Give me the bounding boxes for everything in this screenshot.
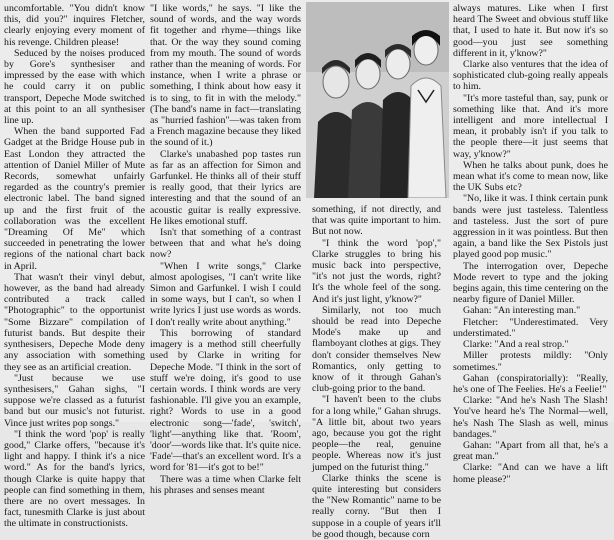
band-photo-illustration bbox=[306, 2, 449, 198]
band-photo bbox=[306, 2, 449, 198]
paragraph: Clarke: "And he's Nash The Slash! You've heard he's The Normal—well, he's Nash The Slash as well, minus bandages." bbox=[453, 395, 608, 440]
paragraph: Seduced by the noises produced by Gore's synthesiser and impressed by the ease with which he could carry it on public transport, Depeche Mode switched at this point to an all synthesiser line up. bbox=[4, 47, 145, 127]
paragraph: Miller protests mildly: "Only sometimes." bbox=[453, 350, 608, 373]
paragraph: Clarke: "And can we have a lift home please?" bbox=[453, 462, 608, 485]
paragraph: "Just because we use synthesisers," Gahan sighs, "I suppose we're classed as a futurist band but our music's not futurist. Vince just writes pop songs." bbox=[4, 372, 145, 429]
paragraph: "I like words," he says. "I like the sound of words, and the way words fit together and rhyme—things like that. Or the way they sound coming from my mouth. The sound of words rather than the meaning of words. For instance, when I write a phrase or something, I think about how easy it is to sing, to fit in with the melody." (The band's name in fact—translating as "hurried fashion"—was taken from a French magazine because they liked the sound of it.) bbox=[150, 3, 301, 149]
paragraph: "I haven't been to the clubs for a long while," Gahan shrugs. "A little bit, about two years ago, because you got the right people—the real, genuine people. Whereas now it's just jumped on the futurist thing." bbox=[312, 394, 441, 473]
paragraph: uncomfortable. "You didn't know this, did you?" inquires Fletcher, clearly enjoying every moment of his revenge. Children please! bbox=[4, 3, 145, 48]
paragraph: That wasn't their vinyl debut, however, as the band had already contributed a track called "Photographic" to the opportunist "Some Bizzare" compilation of futurist bands. But despite their synthesisers, Depeche Mode deny any association with something they see as an artificial creation. bbox=[4, 271, 145, 373]
paragraph: Isn't that something of a contrast between that and what he's doing now? bbox=[150, 227, 301, 261]
paragraph: Fletcher: "Underestimated. Very understimated." bbox=[453, 316, 608, 339]
paragraph: "I think the word 'pop'," Clarke struggles to bring his music back into perspective, "it's not just the words, right? It's the whole feel of the song. And it's just light, y'know?" bbox=[312, 237, 441, 305]
paragraph: Clarke: "And a real strop." bbox=[463, 339, 569, 351]
paragraph: Similarly, not too much should be read into Depeche Mode's make up and flamboyant clothes at gigs. They don't consider themselves New Romantics, only getting to know of it through Gahan's club-going prior to the band. bbox=[312, 304, 441, 395]
paragraph: Gahan: "Apart from all that, he's a great man." bbox=[453, 439, 608, 463]
paragraph: Clarke thinks the scene is quite interesting but considers the "New Romantic" name to be really corny. "But then I suppose in a couple of years it'll be good though, because corn bbox=[312, 472, 441, 540]
paragraph: Clarke's unabashed pop tastes run as far as an affection for Simon and Garfunkel. He thinks all of their stuff is really good, that their lyrics are interesting and that the sound of an acoustic guitar is really expressive. He likes emotional stuff. bbox=[150, 148, 301, 227]
paragraph: something, if not directly, and that was quite important to him. But not now. bbox=[312, 204, 441, 238]
paragraph: "I think the word 'pop' is really good," Clarke offers, "because it's light and happy. I think it's a nice word." As for the band's lyrics, though Clarke is quite happy that people can find something in them, there are no overt messages. In fact, tunesmith Clarke is just about the ultimate in constructionists. bbox=[4, 428, 145, 530]
paragraph: "It's more tasteful than, say, punk or something like that. And it's more intelligent and more intellectual I mean, it probably isn't if you talk to the people there—it just seems that way, y'know?" bbox=[453, 92, 608, 160]
paragraph: There was a time when Clarke felt his phrases and senses meant bbox=[150, 473, 301, 496]
paragraph: "No, like it was. I think certain punk bands were just tasteless. Talentless and tasteless. Just the sort of pure aggression in it was pointless. But then again, a band like the Sex Pistols just played good pop music." bbox=[453, 193, 608, 261]
text-column-3 bbox=[312, 204, 441, 540]
paragraph: This borrowing of standard imagery is a method still cheerfully used by Clarke in writing for Depeche Mode. "I think in the sort of stuff we're doing, it's good to use certain words. I think words are very fashionable. I'll give you an example, right? Words to use in a good electronic song—'fade', 'switch', 'light'—anything like that. 'Room', 'door'—words like that. It's quite nice. 'Fade'—that's an excellent word. It's a word for '81—it's got to be!" bbox=[150, 327, 301, 474]
paragraph: Gahan (conspiratorially): "Really, he's one of The Feelies. He's a Feelie!" bbox=[453, 372, 608, 395]
paragraph: Clarke also ventures that the idea of sophisticated club-going really appeals to him. bbox=[453, 59, 608, 93]
paragraph: When the band supported Fad Gadget at the Bridge House pub in East London they attracted the attention of Daniel Miller of Mute Records, somewhat unfairly regarded as the country's premier electronic label. The band signed up and the first fruit of the collaboration was the excellent "Dreaming Of Me" which succeeded in penetrating the lower regions of the national chart back in April. bbox=[4, 126, 145, 272]
text-column-4 bbox=[453, 3, 608, 485]
paragraph: Gahan: "An interesting man." bbox=[463, 305, 581, 317]
paragraph: always matures. Like when I first heard The Sweet and obvious stuff like that, I used to hate it. But now it's so good—you just see something different in it, y'know?" bbox=[453, 3, 608, 59]
paragraph: The interrogation over, Depeche Mode revert to type and the joking begins again, this time centering on the nearby figure of Daniel Miller. bbox=[453, 260, 608, 306]
paragraph: When he talks about punk, does he mean what it's come to mean now, like the UK Subs etc? bbox=[453, 159, 608, 194]
text-column-1 bbox=[4, 3, 145, 530]
paragraph: "When I write songs," Clarke almost apologises, "I can't write like Simon and Garfunkel. I wish I could in some ways, but I can't, so when I write lyrics I just use words as words. I don't really write about anything." bbox=[150, 260, 301, 328]
